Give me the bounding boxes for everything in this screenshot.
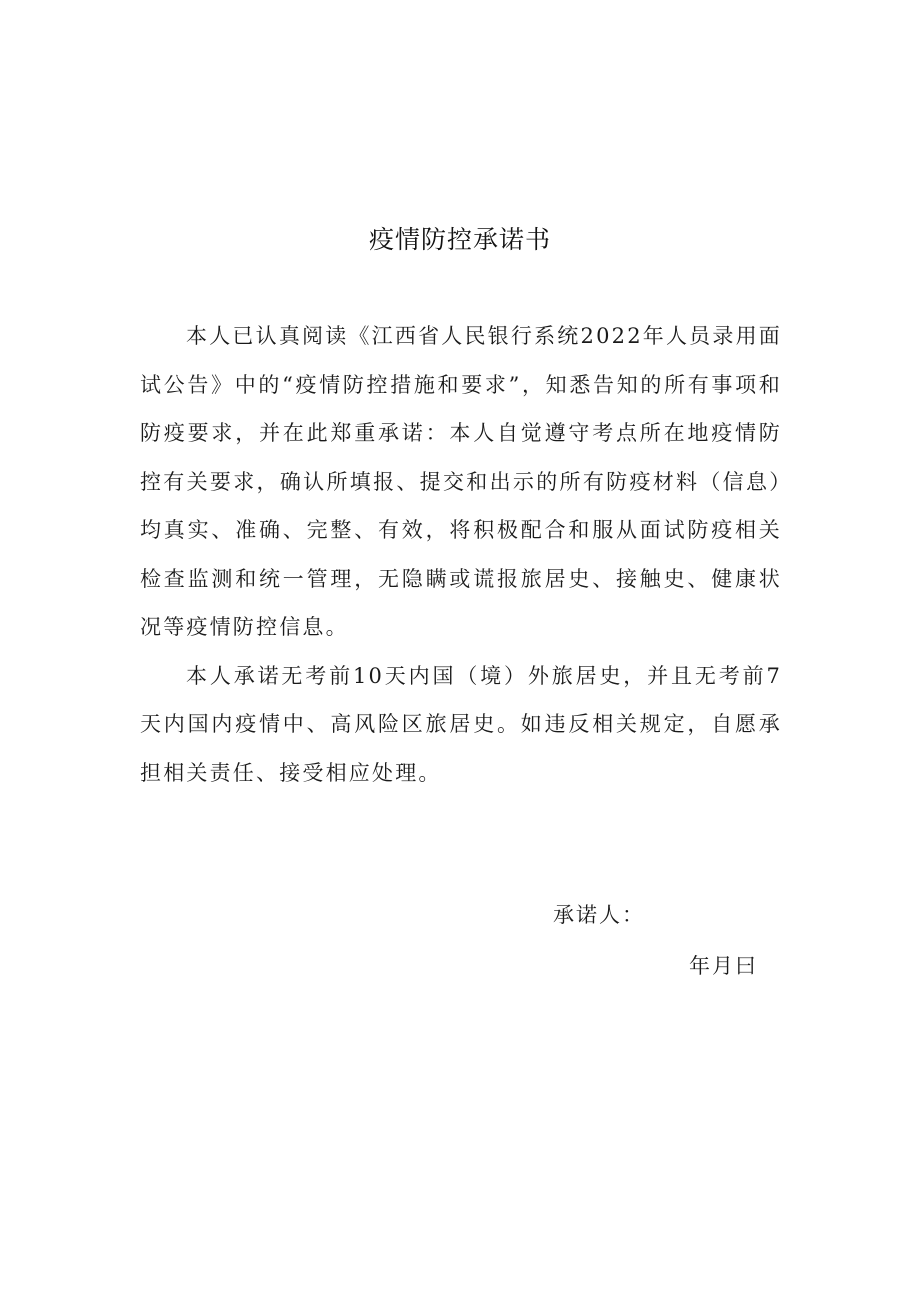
document-title: 疫情防控承诺书 (368, 225, 551, 254)
document-body (140, 312, 782, 797)
paragraph-travel-commitment: 本人承诺无考前10天内国（境）外旅居史，并且无考前7天内国内疫情中、高风险区旅居史。如违反相关规定，自愿承担相关责任、接受相应处理。 (140, 663, 782, 785)
paragraph-declaration: 本人已认真阅读《江西省人民银行系统2022年人员录用面试公告》中的“疫情防控措施和要求”，知悉告知的所有事项和防疫要求，并在此郑重承诺：本人自觉遵守考点所在地疫情防控有关要求，确认所填报、提交和出示的所有防疫材料（信息）均真实、准确、完整、有效，将积极配合和服从面试防疫相关检查监测和统一管理，无隐瞒或谎报旅居史、接触史、健康状况等疫情防控信息。 (140, 324, 782, 639)
date-label: 年月曰 (689, 954, 758, 978)
signature-label: 承诺人： (553, 903, 645, 927)
